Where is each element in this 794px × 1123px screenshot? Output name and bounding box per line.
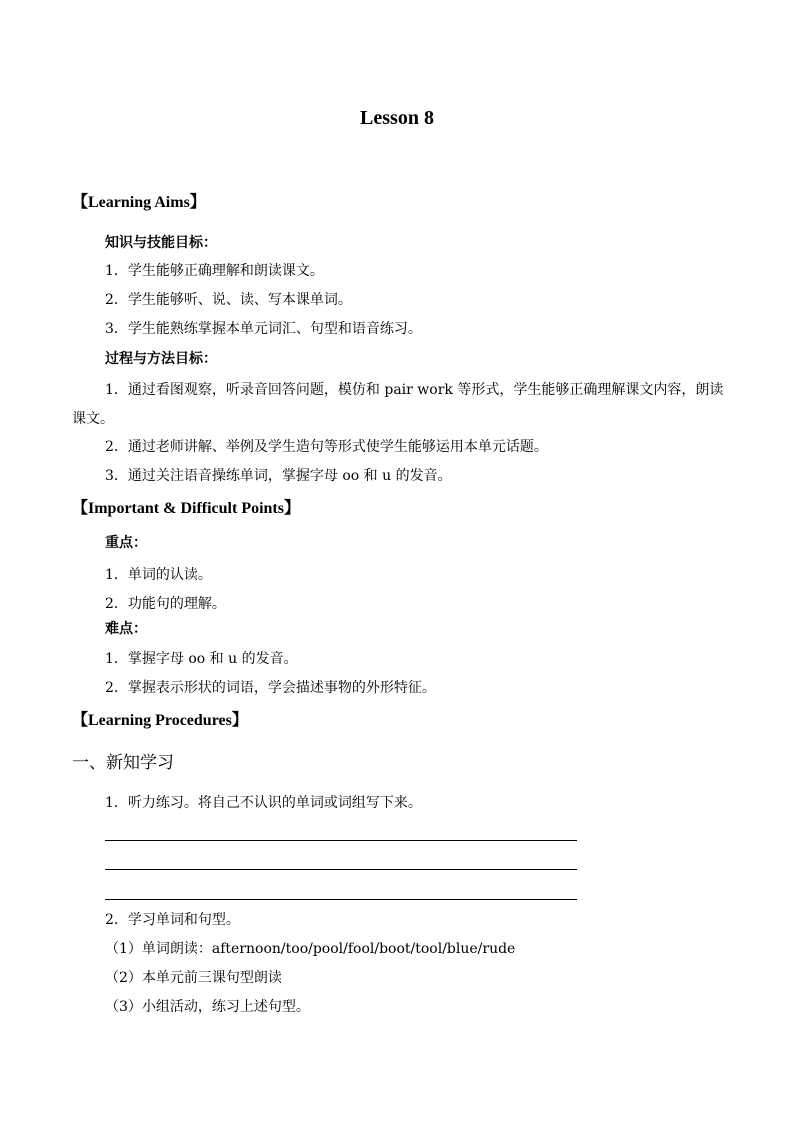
section-heading-important-points: 【Important & Difficult Points】	[72, 500, 300, 517]
knowledge-item-2: 2．学生能够听、说、读、写本课单词。	[105, 292, 352, 308]
sub-item-2-sentence-reading: （2）本单元前三课句型朗读	[105, 970, 282, 986]
knowledge-item-1: 1．学生能够正确理解和朗读课文。	[105, 263, 324, 279]
answer-line-3	[105, 899, 577, 900]
part-one-heading: 一、新知学习	[72, 753, 174, 773]
answer-line-1	[105, 840, 577, 841]
step-1-listening: 1．听力练习。将自己不认识的单词或词组写下来。	[105, 795, 422, 811]
section-heading-learning-procedures: 【Learning Procedures】	[72, 712, 248, 729]
section-heading-learning-aims: 【Learning Aims】	[72, 194, 206, 211]
step-2-vocabulary: 2．学习单词和句型。	[105, 912, 240, 928]
answer-line-2	[105, 869, 577, 870]
difficult-points-heading: 难点：	[105, 621, 147, 637]
key-point-1: 1．单词的认读。	[105, 567, 212, 583]
process-item-3: 3．通过关注语音操练单词，掌握字母 oo 和 u 的发音。	[105, 468, 452, 484]
key-point-2: 2．功能句的理解。	[105, 596, 226, 612]
difficult-point-2: 2．掌握表示形状的词语，学会描述事物的外形特征。	[105, 680, 436, 696]
sub-item-1-word-reading: （1）单词朗读：afternoon/too/pool/fool/boot/tool/blue/rude	[105, 941, 516, 957]
knowledge-item-3: 3．学生能熟练掌握本单元词汇、句型和语音练习。	[105, 321, 422, 337]
difficult-point-1: 1．掌握字母 oo 和 u 的发音。	[105, 651, 298, 667]
sub-item-3-group-activity: （3）小组活动，练习上述句型。	[105, 999, 310, 1015]
key-points-heading: 重点：	[105, 535, 147, 551]
page-title: Lesson 8	[360, 107, 434, 129]
process-item-1: 1．通过看图观察，听录音回答问题，模仿和 pair work 等形式，学生能够正确理解课文内容，朗读课文。	[72, 382, 724, 427]
knowledge-skills-heading: 知识与技能目标：	[105, 235, 217, 251]
process-item-2: 2．通过老师讲解、举例及学生造句等形式使学生能够运用本单元话题。	[105, 439, 548, 455]
process-methods-heading: 过程与方法目标：	[105, 351, 217, 367]
